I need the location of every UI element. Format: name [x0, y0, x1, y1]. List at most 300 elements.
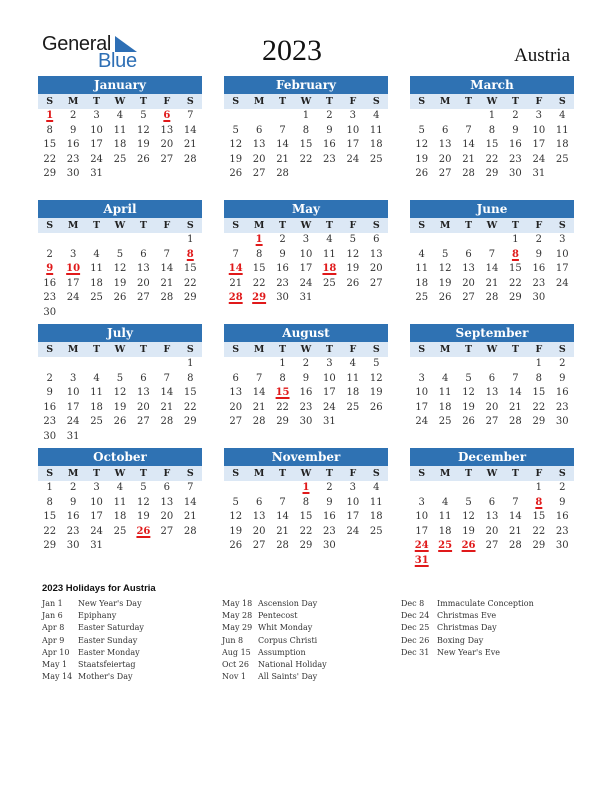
holiday-date: Dec 8 [401, 599, 425, 608]
empty-cell [457, 234, 480, 249]
day-cell: 22 [183, 277, 197, 289]
day-cell: 31 [299, 292, 313, 304]
holiday-day-cell: 15 [275, 387, 290, 399]
day-cell: 5 [140, 482, 147, 493]
day-cell: 23 [66, 525, 80, 537]
day-cell: 28 [276, 168, 289, 180]
empty-cell [132, 234, 155, 249]
day-cell: 8 [46, 124, 53, 136]
day-cell: 16 [555, 511, 569, 523]
day-cell: 27 [485, 416, 499, 428]
day-cell: 9 [535, 248, 543, 260]
holiday-day-cell: 10 [66, 263, 81, 275]
month-header: March [410, 76, 574, 94]
day-cell: 26 [346, 277, 360, 289]
day-cell: 18 [438, 401, 452, 413]
day-grid [410, 109, 574, 183]
weekday-label: T [139, 96, 147, 107]
weekday-label: M [253, 96, 265, 107]
holiday-name: Ascension Day [258, 599, 318, 608]
weekday-row [38, 466, 202, 481]
weekday-label: T [465, 468, 473, 479]
day-grid [224, 481, 388, 555]
day-cell: 28 [462, 168, 475, 180]
weekday-label: M [253, 344, 265, 355]
day-cell: 21 [509, 401, 522, 413]
day-cell: 6 [140, 248, 147, 260]
weekday-label: M [67, 220, 79, 231]
weekday-label: S [232, 220, 240, 231]
empty-cell [247, 482, 270, 497]
day-cell: 9 [559, 372, 566, 384]
weekday-label: S [418, 96, 426, 107]
day-cell: 11 [323, 248, 336, 260]
day-grid [410, 357, 574, 431]
day-cell: 19 [137, 139, 150, 151]
month-header: July [38, 324, 202, 342]
empty-cell [480, 234, 503, 249]
weekday-label: W [300, 220, 312, 231]
weekday-label: T [93, 468, 101, 479]
day-cell: 21 [160, 277, 174, 289]
holidays-column [401, 598, 534, 659]
weekday-label: W [300, 468, 312, 479]
day-cell: 2 [559, 358, 566, 369]
day-cell: 25 [369, 525, 383, 537]
holiday-day-cell: 1 [302, 482, 310, 493]
holiday-item [401, 635, 534, 647]
day-cell: 16 [509, 139, 522, 151]
day-cell: 31 [323, 416, 336, 428]
holiday-item [42, 647, 144, 659]
holiday-date: Jan 1 [42, 599, 63, 608]
month-august [224, 324, 388, 431]
day-cell: 4 [326, 234, 333, 245]
day-cell: 18 [555, 139, 569, 151]
month-header: February [224, 76, 388, 94]
day-cell: 28 [183, 153, 197, 165]
day-cell: 30 [66, 540, 80, 552]
empty-cell [457, 110, 480, 125]
weekday-label: M [253, 220, 265, 231]
day-cell: 12 [462, 387, 475, 399]
day-cell: 5 [418, 124, 425, 136]
weekday-label: S [372, 96, 380, 107]
day-cell: 6 [140, 372, 147, 384]
day-cell: 18 [369, 511, 383, 523]
holiday-day-cell: 6 [163, 110, 171, 121]
day-cell: 8 [255, 248, 263, 260]
weekday-label: T [93, 220, 101, 231]
day-cell: 25 [369, 153, 383, 165]
day-grid [224, 109, 388, 183]
day-cell: 24 [532, 153, 546, 165]
day-cell: 30 [323, 540, 336, 552]
weekday-row [410, 466, 574, 481]
holiday-item [42, 610, 144, 622]
day-cell: 6 [255, 496, 263, 508]
holiday-item [42, 635, 144, 647]
day-cell: 4 [349, 358, 357, 369]
holiday-item [401, 598, 534, 610]
day-cell: 12 [137, 124, 150, 136]
day-cell: 2 [535, 234, 543, 245]
day-cell: 14 [160, 263, 174, 275]
day-cell: 2 [69, 110, 77, 121]
day-cell: 13 [485, 511, 499, 523]
day-cell: 21 [252, 401, 266, 413]
holiday-item [222, 671, 327, 683]
holidays-column [42, 598, 144, 683]
day-cell: 21 [160, 401, 174, 413]
weekday-label: M [67, 96, 79, 107]
day-cell: 13 [160, 496, 174, 508]
country-label: Austria [514, 45, 570, 66]
day-cell: 10 [90, 496, 103, 508]
month-july [38, 324, 202, 446]
day-cell: 5 [116, 372, 124, 384]
day-cell: 6 [488, 372, 496, 384]
holidays-title: 2023 Holidays for Austria [42, 583, 156, 594]
logo-text-general: General [42, 33, 112, 55]
day-cell: 24 [90, 153, 103, 165]
day-cell: 7 [232, 248, 239, 260]
day-cell: 14 [183, 496, 197, 508]
holiday-item [222, 635, 327, 647]
holiday-date: Aug 15 [222, 647, 251, 657]
day-cell: 12 [229, 139, 243, 151]
day-cell: 2 [512, 110, 519, 121]
day-cell: 17 [66, 277, 80, 289]
weekday-label: S [46, 220, 54, 231]
day-cell: 30 [509, 168, 522, 180]
holiday-item [42, 659, 144, 671]
day-cell: 11 [415, 263, 429, 275]
day-cell: 20 [137, 401, 150, 413]
day-cell: 23 [43, 416, 57, 428]
day-cell: 13 [369, 248, 383, 260]
weekday-label: S [186, 220, 194, 231]
day-cell: 2 [302, 358, 310, 369]
day-cell: 1 [535, 482, 543, 493]
holiday-day-cell: 8 [186, 248, 194, 260]
empty-cell [480, 358, 503, 373]
day-cell: 17 [90, 511, 103, 523]
day-cell: 25 [90, 416, 103, 428]
day-cell: 27 [252, 168, 266, 180]
day-cell: 14 [252, 387, 266, 399]
day-cell: 7 [187, 482, 194, 493]
day-cell: 29 [183, 416, 197, 428]
day-cell: 1 [279, 358, 286, 369]
weekday-label: S [46, 96, 54, 107]
day-cell: 14 [160, 387, 174, 399]
day-cell: 24 [415, 416, 429, 428]
day-cell: 1 [512, 234, 519, 245]
weekday-label: S [232, 344, 240, 355]
day-cell: 29 [276, 416, 289, 428]
day-cell: 6 [465, 248, 472, 260]
day-cell: 12 [438, 263, 452, 275]
weekday-label: F [535, 96, 543, 107]
day-cell: 1 [187, 358, 194, 369]
day-cell: 30 [555, 540, 569, 552]
day-grid [38, 109, 202, 183]
holiday-date: Apr 8 [42, 623, 65, 633]
day-cell: 5 [349, 234, 357, 245]
holiday-name: Corpus Christi [258, 635, 318, 645]
day-cell: 29 [43, 540, 57, 552]
day-cell: 9 [512, 124, 519, 136]
empty-cell [410, 110, 433, 125]
weekday-label: W [486, 220, 498, 231]
weekday-label: S [46, 344, 54, 355]
day-cell: 29 [532, 416, 546, 428]
day-cell: 23 [555, 401, 569, 413]
day-cell: 31 [532, 168, 546, 180]
day-cell: 25 [438, 416, 452, 428]
weekday-label: F [163, 468, 171, 479]
day-cell: 24 [346, 525, 360, 537]
holiday-item [401, 622, 534, 634]
empty-cell [457, 358, 480, 373]
day-cell: 17 [532, 139, 546, 151]
empty-cell [247, 110, 270, 125]
day-cell: 3 [418, 372, 425, 384]
day-cell: 16 [532, 263, 546, 275]
day-cell: 1 [535, 358, 543, 369]
day-cell: 26 [369, 401, 383, 413]
weekday-label: M [67, 344, 79, 355]
day-grid [224, 233, 388, 307]
day-cell: 22 [509, 277, 522, 289]
holiday-date: May 18 [222, 599, 253, 608]
day-cell: 26 [137, 153, 150, 165]
weekday-label: F [349, 344, 357, 355]
day-cell: 25 [113, 153, 127, 165]
day-cell: 29 [532, 540, 546, 552]
day-cell: 14 [183, 124, 197, 136]
holiday-day-cell: 26 [461, 540, 476, 552]
day-cell: 20 [252, 153, 266, 165]
weekday-label: T [139, 468, 147, 479]
day-cell: 10 [66, 387, 80, 399]
day-cell: 20 [252, 525, 266, 537]
day-cell: 27 [438, 168, 452, 180]
day-cell: 1 [187, 234, 194, 245]
empty-cell [61, 234, 84, 249]
weekday-label: F [349, 96, 357, 107]
day-cell: 17 [66, 401, 80, 413]
day-cell: 3 [535, 110, 543, 121]
day-cell: 10 [90, 124, 103, 136]
holiday-name: New Year's Eve [437, 647, 500, 657]
day-cell: 2 [46, 372, 53, 384]
month-header: January [38, 76, 202, 94]
day-cell: 4 [93, 248, 100, 260]
holiday-item [222, 622, 327, 634]
logo-text-blue: Blue [98, 50, 137, 72]
day-cell: 15 [509, 263, 522, 275]
day-cell: 19 [462, 401, 475, 413]
empty-cell [85, 358, 108, 373]
empty-cell [410, 234, 433, 249]
day-cell: 11 [369, 124, 383, 136]
weekday-label: F [163, 220, 171, 231]
day-cell: 3 [559, 234, 566, 245]
month-june [410, 200, 574, 307]
empty-cell [224, 358, 247, 373]
holiday-name: Easter Monday [78, 647, 140, 657]
day-cell: 9 [69, 496, 77, 508]
day-cell: 16 [323, 139, 336, 151]
empty-cell [38, 358, 61, 373]
day-cell: 14 [509, 511, 522, 523]
weekday-label: M [67, 468, 79, 479]
day-cell: 25 [555, 153, 569, 165]
weekday-label: T [511, 96, 519, 107]
weekday-label: S [46, 468, 54, 479]
weekday-label: S [558, 220, 566, 231]
day-grid [224, 357, 388, 431]
day-cell: 17 [299, 263, 313, 275]
holiday-day-cell: 24 [414, 540, 429, 552]
day-cell: 10 [532, 124, 546, 136]
weekday-label: W [114, 96, 126, 107]
day-cell: 2 [326, 482, 333, 493]
day-cell: 12 [137, 496, 150, 508]
day-cell: 8 [279, 372, 286, 384]
weekday-row [38, 218, 202, 233]
day-cell: 4 [559, 110, 566, 121]
day-cell: 2 [326, 110, 333, 121]
day-cell: 7 [187, 110, 194, 121]
empty-cell [410, 358, 433, 373]
day-cell: 30 [43, 306, 57, 318]
day-cell: 29 [299, 540, 313, 552]
day-cell: 13 [137, 387, 150, 399]
weekday-label: S [372, 220, 380, 231]
weekday-label: S [558, 468, 566, 479]
day-cell: 27 [229, 416, 243, 428]
day-cell: 13 [137, 263, 150, 275]
day-cell: 4 [418, 248, 425, 260]
day-cell: 3 [418, 496, 425, 508]
day-cell: 31 [90, 168, 103, 180]
day-cell: 23 [43, 292, 57, 304]
month-header: June [410, 200, 574, 218]
day-cell: 10 [299, 248, 313, 260]
day-cell: 23 [555, 525, 569, 537]
day-cell: 10 [555, 248, 569, 260]
day-cell: 27 [160, 153, 174, 165]
empty-cell [433, 482, 456, 497]
weekday-row [224, 342, 388, 357]
empty-cell [132, 358, 155, 373]
day-cell: 25 [415, 292, 429, 304]
day-cell: 20 [438, 153, 452, 165]
holiday-name: Christmas Eve [437, 611, 497, 621]
day-cell: 13 [485, 387, 499, 399]
holiday-name: Assumption [258, 647, 306, 657]
day-grid [38, 481, 202, 555]
day-cell: 3 [326, 358, 333, 369]
weekday-label: W [114, 344, 126, 355]
holiday-day-cell: 9 [46, 263, 54, 275]
holiday-day-cell: 1 [255, 234, 263, 245]
weekday-label: F [163, 344, 171, 355]
empty-cell [224, 482, 247, 497]
holiday-date: Dec 26 [401, 635, 430, 645]
day-cell: 16 [43, 277, 57, 289]
day-cell: 12 [462, 511, 475, 523]
weekday-row [224, 218, 388, 233]
day-cell: 5 [140, 110, 147, 121]
day-cell: 6 [373, 234, 380, 245]
day-cell: 16 [276, 263, 289, 275]
day-cell: 14 [509, 387, 522, 399]
empty-cell [224, 234, 247, 249]
holiday-item [42, 671, 144, 683]
weekday-label: S [186, 344, 194, 355]
weekday-label: S [232, 96, 240, 107]
day-cell: 20 [160, 139, 174, 151]
day-cell: 21 [183, 511, 197, 523]
weekday-label: T [279, 96, 287, 107]
day-cell: 5 [441, 248, 449, 260]
day-cell: 22 [252, 277, 266, 289]
day-cell: 18 [438, 525, 452, 537]
holiday-name: Epiphany [78, 611, 117, 621]
holiday-day-cell: 26 [136, 525, 151, 537]
holidays-column [222, 598, 327, 683]
empty-cell [271, 110, 294, 125]
holiday-day-cell: 31 [414, 554, 429, 566]
holiday-name: Easter Sunday [78, 635, 138, 645]
weekday-label: W [300, 344, 312, 355]
day-cell: 20 [137, 277, 150, 289]
day-cell: 18 [90, 277, 103, 289]
day-cell: 26 [113, 292, 127, 304]
day-cell: 4 [373, 482, 380, 493]
day-cell: 19 [113, 401, 127, 413]
holiday-item [42, 598, 144, 610]
day-cell: 4 [441, 496, 449, 508]
day-cell: 28 [509, 416, 522, 428]
day-cell: 17 [323, 387, 336, 399]
day-cell: 28 [183, 525, 197, 537]
day-cell: 18 [90, 401, 103, 413]
day-cell: 27 [137, 416, 150, 428]
day-cell: 12 [346, 248, 360, 260]
month-may [224, 200, 388, 307]
weekday-label: M [439, 220, 451, 231]
day-cell: 23 [299, 401, 313, 413]
weekday-label: T [511, 220, 519, 231]
weekday-label: S [558, 344, 566, 355]
day-cell: 16 [43, 401, 57, 413]
day-cell: 2 [69, 482, 77, 493]
day-cell: 12 [113, 263, 127, 275]
day-cell: 18 [346, 387, 360, 399]
weekday-label: W [114, 468, 126, 479]
day-cell: 13 [462, 263, 475, 275]
holiday-name: Pentecost [258, 611, 298, 621]
holiday-date: May 28 [222, 611, 253, 621]
day-cell: 9 [279, 248, 286, 260]
day-cell: 10 [415, 511, 429, 523]
weekday-label: T [511, 468, 519, 479]
